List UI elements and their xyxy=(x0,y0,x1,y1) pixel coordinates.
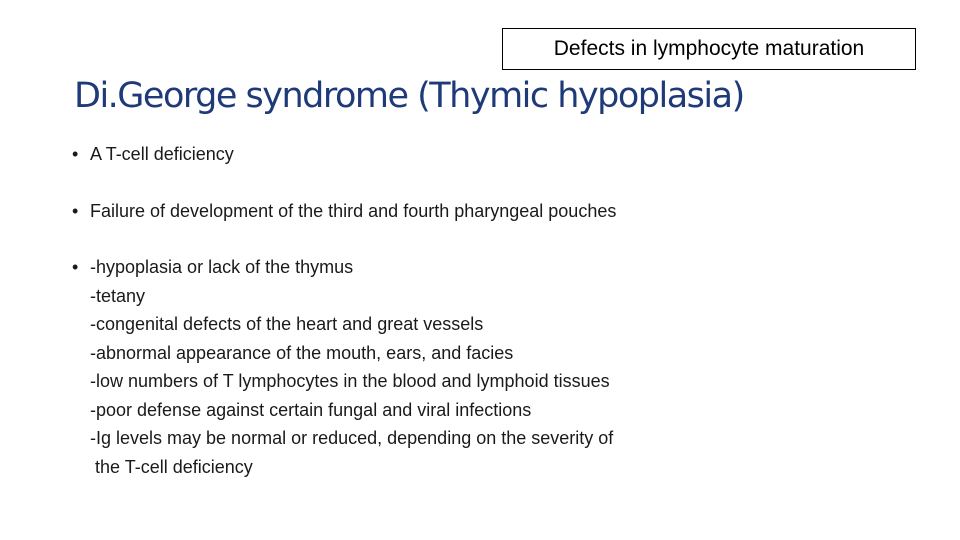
bullet-dot-icon: • xyxy=(72,200,79,221)
slide-title: Di.George syndrome (Thymic hypoplasia) xyxy=(74,76,744,116)
sub-line: -tetany xyxy=(90,285,146,306)
bullet-item xyxy=(70,197,830,226)
sub-line: the T-cell deficiency xyxy=(90,456,253,477)
bullet-item xyxy=(70,253,830,481)
topic-box xyxy=(502,28,916,70)
bullet-text: Failure of development of the third and fourth pharyngeal pouches xyxy=(90,200,617,221)
bullet-dot-icon: • xyxy=(72,257,79,277)
sub-line: -abnormal appearance of the mouth, ears, and facies xyxy=(90,342,514,363)
bullet-item xyxy=(70,140,830,169)
bullet-text: A T-cell deficiency xyxy=(90,144,234,164)
sub-line: -hypoplasia or lack of the thymus xyxy=(90,257,354,277)
bullet-dot-icon: • xyxy=(72,144,79,164)
sub-line: -poor defense against certain fungal and viral infections xyxy=(90,399,532,420)
sub-line: -Ig levels may be normal or reduced, depending on the severity of xyxy=(90,428,614,448)
sub-line: -low numbers of T lymphocytes in the blood and lymphoid tissues xyxy=(90,371,610,391)
topic-box-label: Defects in lymphocyte maturation xyxy=(553,37,865,60)
sub-line: -congenital defects of the heart and great vessels xyxy=(90,314,484,334)
bullet-list xyxy=(70,140,830,481)
